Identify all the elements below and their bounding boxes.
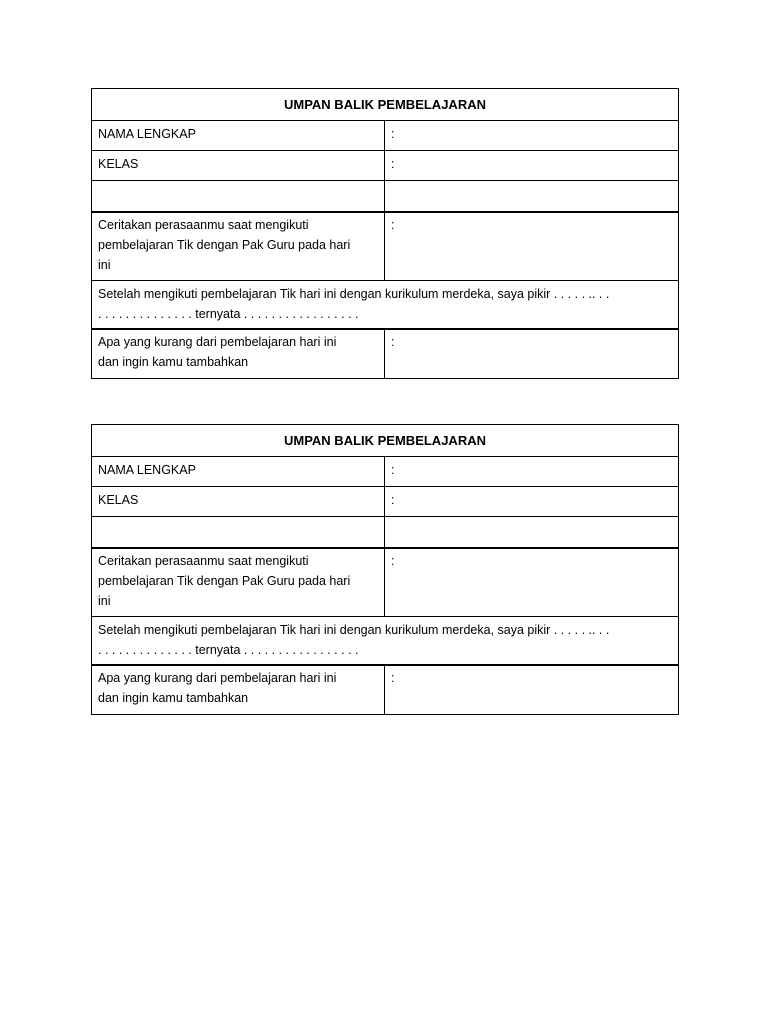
feeling-question-line: ini xyxy=(98,258,111,272)
reflection-prompt[interactable] xyxy=(92,616,679,665)
lacking-question-line: Apa yang kurang dari pembelajaran hari ini xyxy=(98,671,337,685)
lacking-question xyxy=(92,665,385,714)
lacking-question-line: dan ingin kamu tambahkan xyxy=(98,691,249,705)
blank-label-cell xyxy=(92,517,385,549)
name-field[interactable]: : xyxy=(385,457,679,487)
lacking-question-line: dan ingin kamu tambahkan xyxy=(98,355,249,369)
feeling-question-line: Ceritakan perasaanmu saat mengikuti xyxy=(98,554,309,568)
feeling-answer-field[interactable]: : xyxy=(385,548,679,616)
feeling-question-line: pembelajaran Tik dengan Pak Guru pada hari xyxy=(98,574,351,588)
blank-field-cell[interactable] xyxy=(385,517,679,549)
feeling-question-line: Ceritakan perasaanmu saat mengikuti xyxy=(98,218,309,232)
name-label: NAMA LENGKAP xyxy=(92,457,385,487)
reflection-prompt[interactable] xyxy=(92,280,679,329)
reflection-line: . . . . . . . . . . . . . . ternyata . . . . . . . . . . . . . . . . . xyxy=(98,642,359,657)
lacking-answer-field[interactable]: : xyxy=(385,665,679,714)
feedback-form-1 xyxy=(91,88,679,379)
form-title: UMPAN BALIK PEMBELAJARAN xyxy=(92,89,679,121)
name-label: NAMA LENGKAP xyxy=(92,121,385,151)
feedback-form-2 xyxy=(91,424,679,715)
feeling-question-line: pembelajaran Tik dengan Pak Guru pada hari xyxy=(98,238,351,252)
feeling-question-line: ini xyxy=(98,594,111,608)
lacking-answer-field[interactable]: : xyxy=(385,329,679,378)
class-label: KELAS xyxy=(92,151,385,181)
feeling-answer-field[interactable]: : xyxy=(385,212,679,280)
class-field[interactable]: : xyxy=(385,151,679,181)
class-label: KELAS xyxy=(92,487,385,517)
reflection-line: Setelah mengikuti pembelajaran Tik hari ini dengan kurikulum merdeka, saya pikir . . . . . .. . . xyxy=(98,622,610,637)
feeling-question xyxy=(92,548,385,616)
blank-field-cell[interactable] xyxy=(385,181,679,213)
reflection-line: Setelah mengikuti pembelajaran Tik hari ini dengan kurikulum merdeka, saya pikir . . . . . .. . . xyxy=(98,286,610,301)
form-title: UMPAN BALIK PEMBELAJARAN xyxy=(92,425,679,457)
reflection-line: . . . . . . . . . . . . . . ternyata . . . . . . . . . . . . . . . . . xyxy=(98,306,359,321)
lacking-question xyxy=(92,329,385,378)
blank-label-cell xyxy=(92,181,385,213)
feeling-question xyxy=(92,212,385,280)
lacking-question-line: Apa yang kurang dari pembelajaran hari ini xyxy=(98,335,337,349)
class-field[interactable]: : xyxy=(385,487,679,517)
name-field[interactable]: : xyxy=(385,121,679,151)
